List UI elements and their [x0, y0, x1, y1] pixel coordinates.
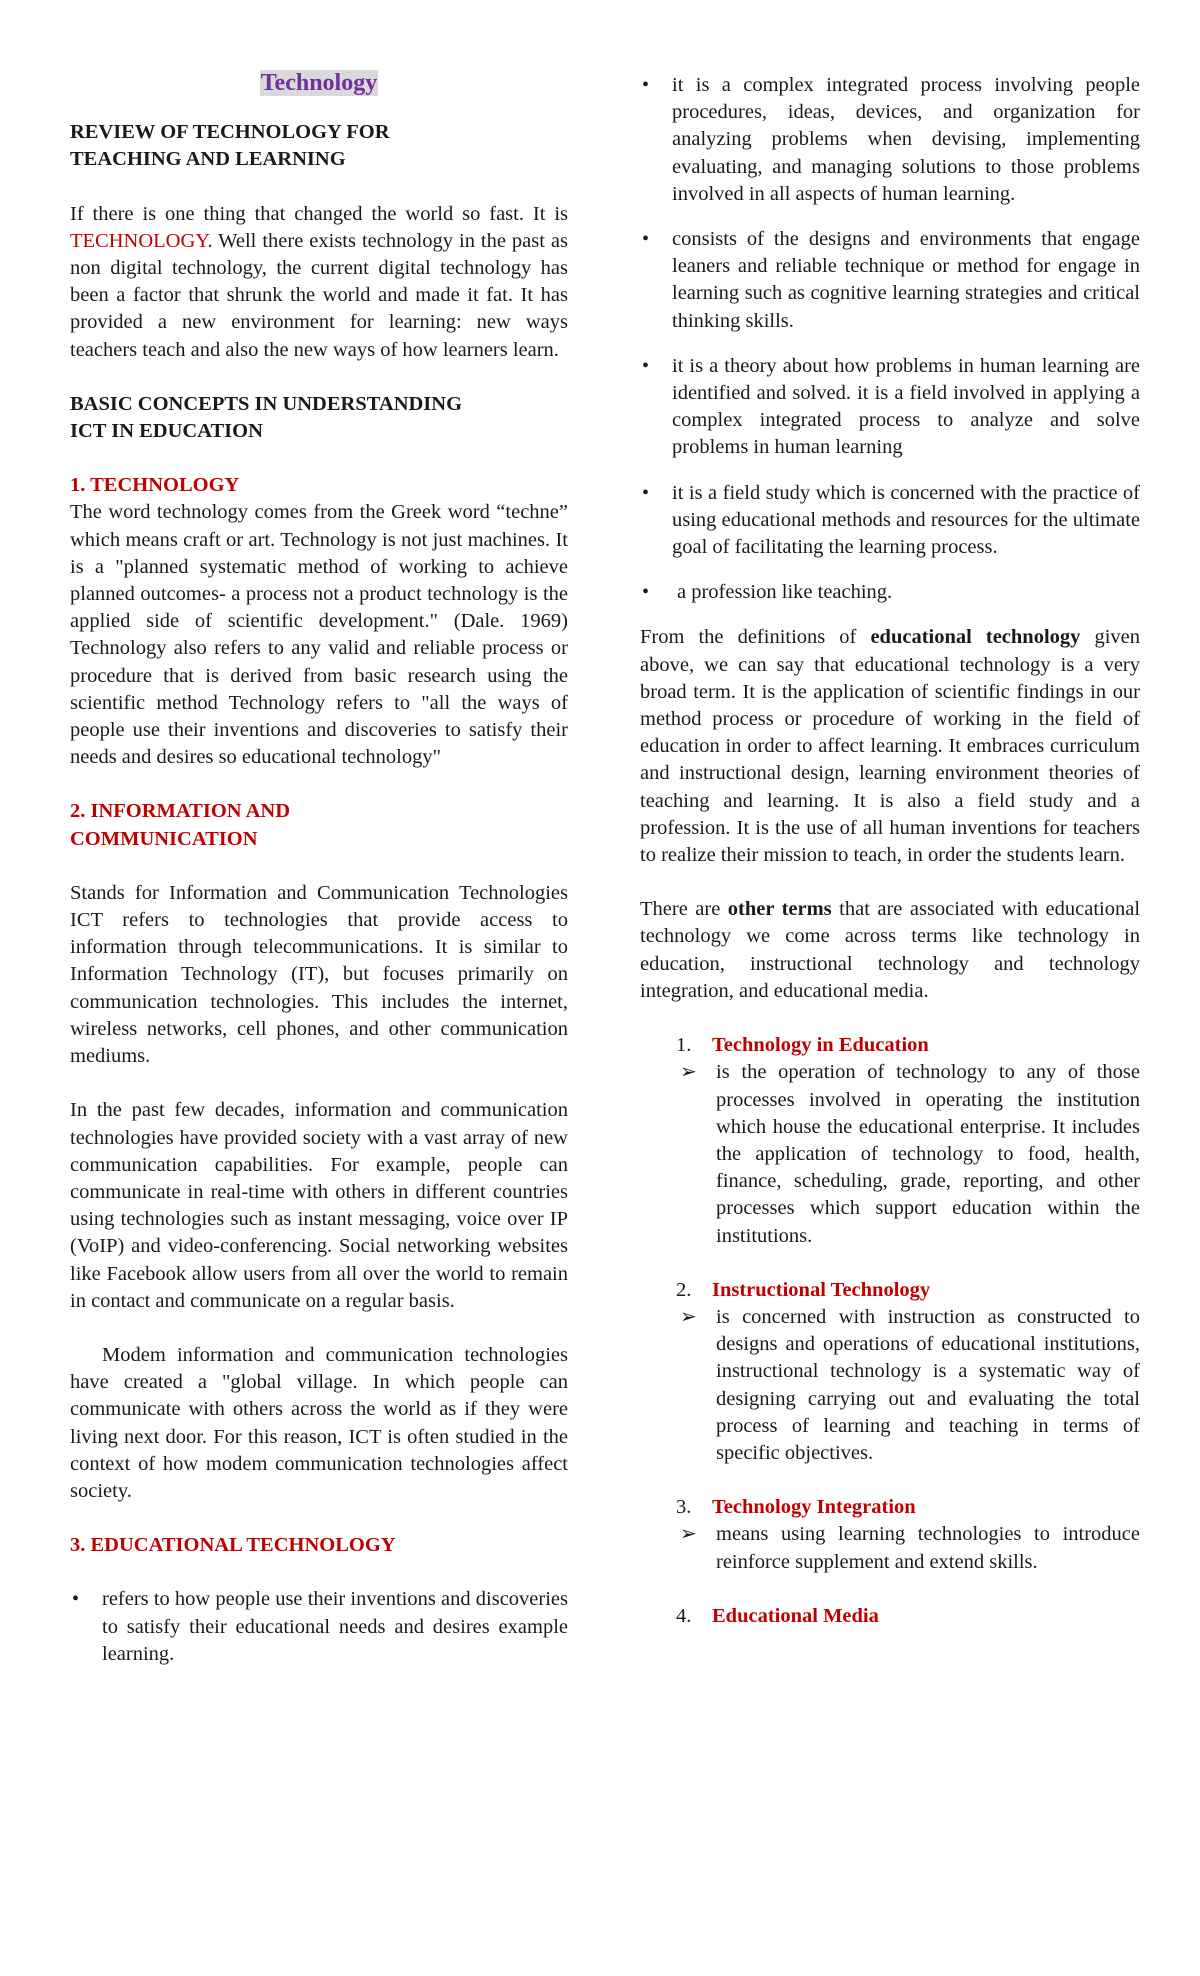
term-title: Technology Integration: [712, 1496, 916, 1519]
term-desc: is the operation of technology to any of those processes involved in operating the institution which house the educational enterprise. It includes the application of technology to food, health, finance, scheduling, grade, reporting, and other processes which support education within the institutions.: [716, 1061, 1140, 1247]
summary-post: given above, we can say that educational technology is a very broad term. It is the application of scientific findings in our method process or procedure of working in the field of education in order to affect learning. It embraces curriculum and instructional design, learning environment theories of teaching and learning. It is also a field study and a profession. It is the use of all human inventions for teachers to realize their mission to teach, in order the students learn.: [640, 626, 1141, 867]
bullet-text: refers to how people use their inventions and discoveries to satisfy their educational needs and desires example learning.: [102, 1588, 568, 1665]
intro-paragraph: [70, 201, 568, 364]
term-3-description: [640, 1521, 1140, 1575]
basic-heading-line2: ICT IN EDUCATION: [70, 420, 263, 443]
term-1-description: [640, 1059, 1140, 1249]
review-heading-line1: REVIEW OF TECHNOLOGY FOR: [70, 121, 390, 144]
intro-highlight: TECHNOLOGY: [70, 229, 208, 252]
arrow-bullet-icon: ➢: [680, 1523, 697, 1546]
term-2-heading: [640, 1277, 1140, 1304]
term-title: Instructional Technology: [712, 1278, 931, 1301]
section-1-heading: 1. TECHNOLOGY: [70, 474, 240, 497]
edtech-bullet-list-left: [70, 1586, 568, 1668]
bullet-text: it is a field study which is concerned with the practice of using educational methods and resources for the ultimate goal of facilitating the learning process.: [672, 481, 1140, 559]
section-2-para3: Modem information and communication technologies have created a "global village. In which people can communicate with others across the world as if they were living next door. For this reason, ICT is often studied in the context of how modem communication technologies affect society.: [70, 1343, 568, 1502]
summary-paragraph: [640, 624, 1140, 869]
other-terms-bold: other terms: [727, 898, 832, 921]
bullet-icon: •: [642, 581, 650, 604]
bullet-text: it is a theory about how problems in human learning are identified and solved. it is a field involved in applying a complex integrated process to analyze and solve problems in human learning: [672, 354, 1140, 459]
bullet-text: it is a complex integrated process involving people procedures, ideas, devices, and organization for analyzing problems when devising, implementing evaluating, and managing solutions to those problems involved in all aspects of human learning.: [672, 74, 1140, 205]
term-desc: is concerned with instruction as constructed to designs and operations of educational institutions, instructional technology is a systematic way of designing carrying out and evaluating the total process of learning and teaching in terms of specific objectives.: [716, 1305, 1140, 1464]
term-number: 4.: [676, 1604, 692, 1627]
review-heading-line2: TEACHING AND LEARNING: [70, 148, 346, 171]
section-2-heading-line2: COMMUNICATION: [70, 827, 258, 850]
bullet-text: consists of the designs and environments that engage leaners and reliable technique or method for engage in learning such as cognitive learning strategies and critical thinking skills.: [672, 228, 1140, 332]
term-4-heading: [640, 1603, 1140, 1630]
term-2-description: [640, 1304, 1140, 1467]
other-terms-pre: There are: [640, 898, 728, 921]
intro-pre: If there is one thing that changed the world so fast. It is: [70, 202, 568, 225]
section-2-para2: In the past few decades, information and communication technologies have provided society with a vast array of new communication capabilities. For example, people can communicate in real-time with others in different countries using technologies such as instant messaging, voice over IP (VoIP) and video-conferencing. Social networking websites like Facebook allow users from all over the world to remain in contact and communicate on a regular basis.: [70, 1099, 568, 1312]
arrow-bullet-icon: ➢: [680, 1061, 697, 1084]
bullet-icon: •: [72, 1588, 80, 1611]
arrow-bullet-icon: ➢: [680, 1305, 697, 1328]
list-item: [640, 226, 1140, 335]
bullet-icon: •: [642, 74, 650, 96]
other-terms-paragraph: [640, 896, 1140, 1005]
section-3-heading: 3. EDUCATIONAL TECHNOLOGY: [70, 1534, 396, 1557]
list-item: [640, 480, 1140, 562]
summary-pre: From the definitions of: [640, 626, 871, 649]
other-terms-post: that are associated with educational technology we come across terms like technology in education, instructional technology and technology integration, and educational media.: [640, 898, 1141, 1002]
term-number: 3.: [676, 1496, 692, 1519]
term-1-heading: [640, 1032, 1140, 1059]
term-desc: means using learning technologies to introduce reinforce supplement and extend skills.: [716, 1523, 1140, 1573]
term-title: Technology in Education: [712, 1034, 929, 1057]
bullet-icon: •: [642, 481, 650, 504]
section-1-body: The word technology comes from the Greek word “techne” which means craft or art. Technology is not just machines. It is a "planned systematic method of working to achieve planned outcomes- a process not a product technology is the applied side of scientific development." (Dale. 1969) Technology also refers to any valid and reliable process or procedure that is derived from basic research using the scientific method Technology refers to "all the ways of people use their inventions and discoveries to satisfy their needs and desires so educational technology": [70, 501, 568, 769]
bullet-text: a profession like teaching.: [677, 581, 893, 604]
right-column: [640, 72, 1140, 1630]
term-number: 1.: [676, 1034, 692, 1057]
title-wrap: [70, 70, 568, 98]
section-2-heading-line1: 2. INFORMATION AND: [70, 800, 290, 823]
list-item: [640, 353, 1140, 462]
section-2-para1: Stands for Information and Communication Technologies ICT refers to technologies that provide access to information through telecommunications. It is similar to Information Technology (IT), but focuses primarily on communication technologies. This includes the internet, wireless networks, cell phones, and other communication mediums.: [70, 881, 568, 1068]
document-title: Technology: [260, 70, 378, 96]
edtech-bullet-list-right: [640, 72, 1140, 606]
summary-bold: educational technology: [870, 626, 1081, 649]
left-column: [70, 70, 568, 1668]
bullet-icon: •: [642, 228, 650, 251]
bullet-icon: •: [642, 354, 650, 377]
term-3-heading: [640, 1494, 1140, 1521]
list-item: [640, 72, 1140, 208]
intro-post: . Well there exists technology in the past as non digital technology, the current digital technology has been a factor that shrunk the world and made it fat. It has provided a new environment for learning: new ways teachers teach and also the new ways of how learners learn.: [70, 229, 568, 361]
list-item: [70, 1586, 568, 1668]
list-item: [640, 579, 1140, 606]
term-number: 2.: [676, 1278, 692, 1301]
basic-heading-line1: BASIC CONCEPTS IN UNDERSTANDING: [70, 392, 463, 415]
term-title: Educational Media: [712, 1604, 879, 1627]
